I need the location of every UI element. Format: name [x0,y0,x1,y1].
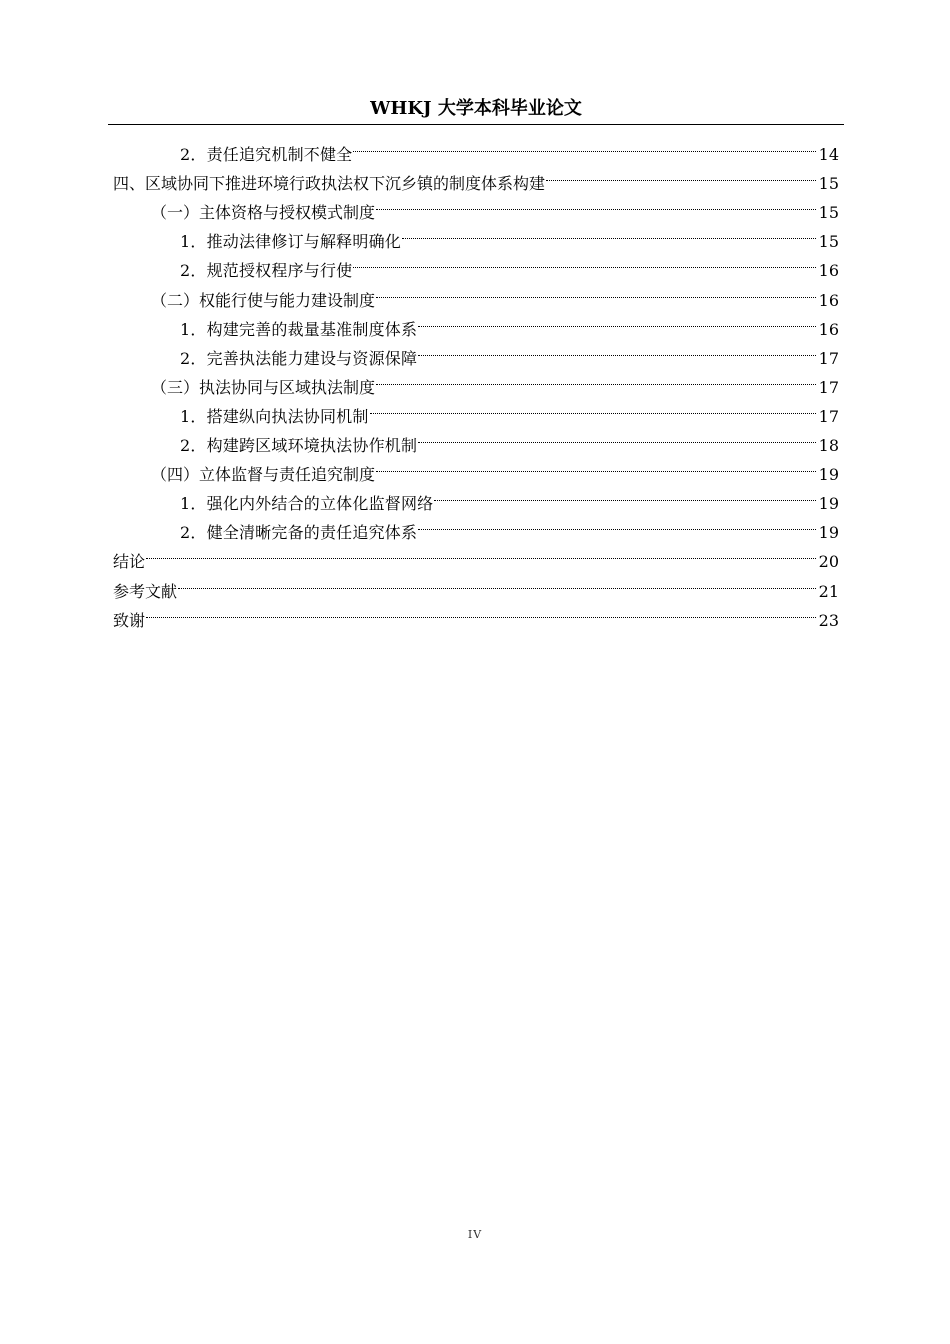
toc-entry[interactable] [113,538,839,572]
toc-entry[interactable] [113,567,839,601]
toc-dot-leader [353,131,816,160]
toc-entry-title: （一）主体资格与授权模式制度 [151,203,376,223]
toc-dot-leader [418,335,816,364]
toc-entry-title: 2．构建跨区域环境执法协作机制 [180,436,418,456]
toc-dot-leader [178,567,816,596]
toc-dot-leader [353,247,816,276]
toc-entry-page-number: 19 [818,523,839,543]
toc-entry-title: 1．强化内外结合的立体化监督网络 [180,494,434,514]
toc-entry-page-number: 19 [818,494,839,514]
toc-entry-title: 2．完善执法能力建设与资源保障 [180,348,418,368]
toc-entry-page-number: 15 [818,203,839,223]
toc-entry-title: （二）权能行使与能力建设制度 [151,290,376,310]
toc-dot-leader [546,160,816,189]
page-header: WHKJ 大学本科毕业论文 [370,98,582,119]
toc-dot-leader [402,218,816,247]
toc-entry-title: 结论 [113,552,146,572]
toc-dot-leader [146,538,816,567]
toc-dot-leader [418,306,816,335]
toc-entry-page-number: 17 [818,348,839,368]
toc-entry-page-number: 23 [818,610,839,630]
toc-entry-title: （四）立体监督与责任追究制度 [151,465,376,485]
toc-entry-title: 1．搭建纵向执法协同机制 [180,406,369,426]
toc-entry-title: 1．推动法律修订与解释明确化 [180,232,401,252]
toc-dot-leader [370,393,816,422]
table-of-contents [113,131,839,630]
toc-dot-leader [376,189,816,218]
toc-dot-leader [376,451,816,480]
toc-entry-page-number: 15 [818,174,839,194]
toc-entry-page-number: 21 [818,581,839,601]
toc-entry-title: 1．构建完善的裁量基准制度体系 [180,319,418,339]
toc-entry[interactable] [113,131,839,165]
toc-entry-page-number: 17 [818,377,839,397]
toc-dot-leader [376,276,816,305]
toc-dot-leader [418,422,816,451]
toc-dot-leader [146,597,816,626]
header-divider [108,124,844,125]
toc-entry-title: 致谢 [113,610,146,630]
toc-entry[interactable] [113,597,839,630]
toc-entry-title: 2．健全清晰完备的责任追究体系 [180,523,418,543]
toc-entry-page-number: 20 [818,552,839,572]
toc-entry-page-number: 16 [818,261,839,281]
toc-entry-page-number: 17 [818,406,839,426]
toc-entry-title: 2．规范授权程序与行使 [180,261,353,281]
toc-dot-leader [434,480,816,509]
toc-entry-page-number: 18 [818,436,839,456]
toc-entry-title: 四、区域协同下推进环境行政执法权下沉乡镇的制度体系构建 [113,174,546,194]
toc-entry-page-number: 19 [818,465,839,485]
toc-entry-page-number: 16 [818,319,839,339]
toc-entry-page-number: 14 [818,145,839,165]
toc-entry-page-number: 15 [818,232,839,252]
page-number: IV [467,1228,483,1241]
toc-entry-title: 2．责任追究机制不健全 [180,145,353,165]
toc-entry-title: （三）执法协同与区域执法制度 [151,377,376,397]
toc-dot-leader [418,509,816,538]
toc-dot-leader [376,364,816,393]
toc-entry-title: 参考文献 [113,581,178,601]
toc-entry-page-number: 16 [818,290,839,310]
